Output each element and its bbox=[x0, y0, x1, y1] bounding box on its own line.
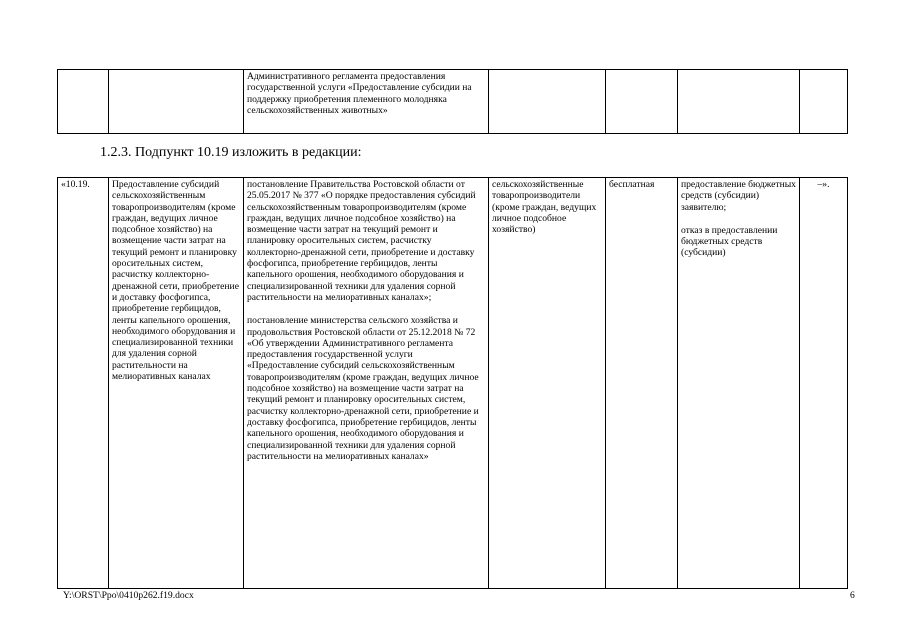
table-row bbox=[58, 70, 848, 134]
basis-paragraph: постановление Правительства Ростовской области от 25.05.2017 № 377 «О порядке предоставления субсидий сельскохозяйственным товаропроизводителям (кроме граждан, ведущих личное подсобное хозяйство) на возмещение части затрат на текущий ремонт и планировку оросительных систем, расчистку коллекторно-дренажной сети, приобретение и доставку фосфогипса, приобретение гербицидов, ленты капельного орошения, необходимого оборудования и специализированной техники для удаления сорной растительности на мелиоративных каналах»; bbox=[247, 179, 476, 303]
table-cell-service-name bbox=[109, 70, 244, 134]
table-cell-service-name: Предоставление субсидий сельскохозяйственным товаропроизводителям (кроме граждан, ведущих личное подсобное хозяйство) на возмещение части затрат на текущий ремонт и планировку оросительных систем, расчистку коллекторно-дренажной сети, приобретение и доставку фосфогипса, приобретение гербицидов, ленты капельного орошения, необходимого оборудования и специализированной техники для удаления сорной растительности на мелиоративных каналах bbox=[109, 178, 244, 589]
table-cell-basis bbox=[244, 178, 489, 589]
footer-file-path: Y:\ORST\Ppo\0410p262.f19.docx bbox=[63, 590, 194, 601]
result-paragraph: предоставление бюджетных средств (субсидии) заявителю; bbox=[681, 179, 796, 213]
section-heading: 1.2.3. Подпункт 10.19 изложить в редакции: bbox=[100, 145, 362, 160]
table-cell-payment bbox=[606, 70, 678, 134]
table-cell-end bbox=[800, 70, 848, 134]
table-cell-number bbox=[58, 70, 109, 134]
table-cell-recipients: сельскохозяйственные товаропроизводители (кроме граждан, ведущих личное подсобное хозяйство) bbox=[489, 178, 606, 589]
table-cell-recipients bbox=[489, 70, 606, 134]
table-cell-end-mark: –». bbox=[800, 178, 848, 589]
previous-row-table bbox=[57, 69, 848, 134]
table-cell-basis: Административного регламента предоставления государственной услуги «Предоставление субсидии на поддержку приобретения племенного молодняка сельскохозяйственных животных» bbox=[244, 70, 489, 134]
table-cell-result bbox=[678, 70, 800, 134]
page-number: 6 bbox=[850, 590, 855, 601]
table-row bbox=[58, 178, 848, 589]
table-cell-payment: бесплатная bbox=[606, 178, 678, 589]
basis-paragraph: постановление министерства сельского хозяйства и продовольствия Ростовской области от 25.12.2018 № 72 «Об утверждении Административного регламента предоставления государственной услуги «Предоставление субсидий сельскохозяйственным товаропроизводителям (кроме граждан, ведущих личное подсобное хозяйство) на возмещение части затрат на текущий ремонт и планировку оросительных систем, расчистку коллекторно-дренажной сети, приобретение и доставку фосфогипса, приобретение гербицидов, ленты капельного орошения, необходимого оборудования и специализированной техники для удаления сорной растительности на мелиоративных каналах» bbox=[247, 315, 479, 462]
result-paragraph: отказ в предоставлении бюджетных средств (субсидии) bbox=[681, 224, 778, 259]
table-cell-number: «10.19. bbox=[58, 178, 109, 589]
table-cell-result bbox=[678, 178, 800, 589]
amendment-table bbox=[57, 177, 848, 589]
